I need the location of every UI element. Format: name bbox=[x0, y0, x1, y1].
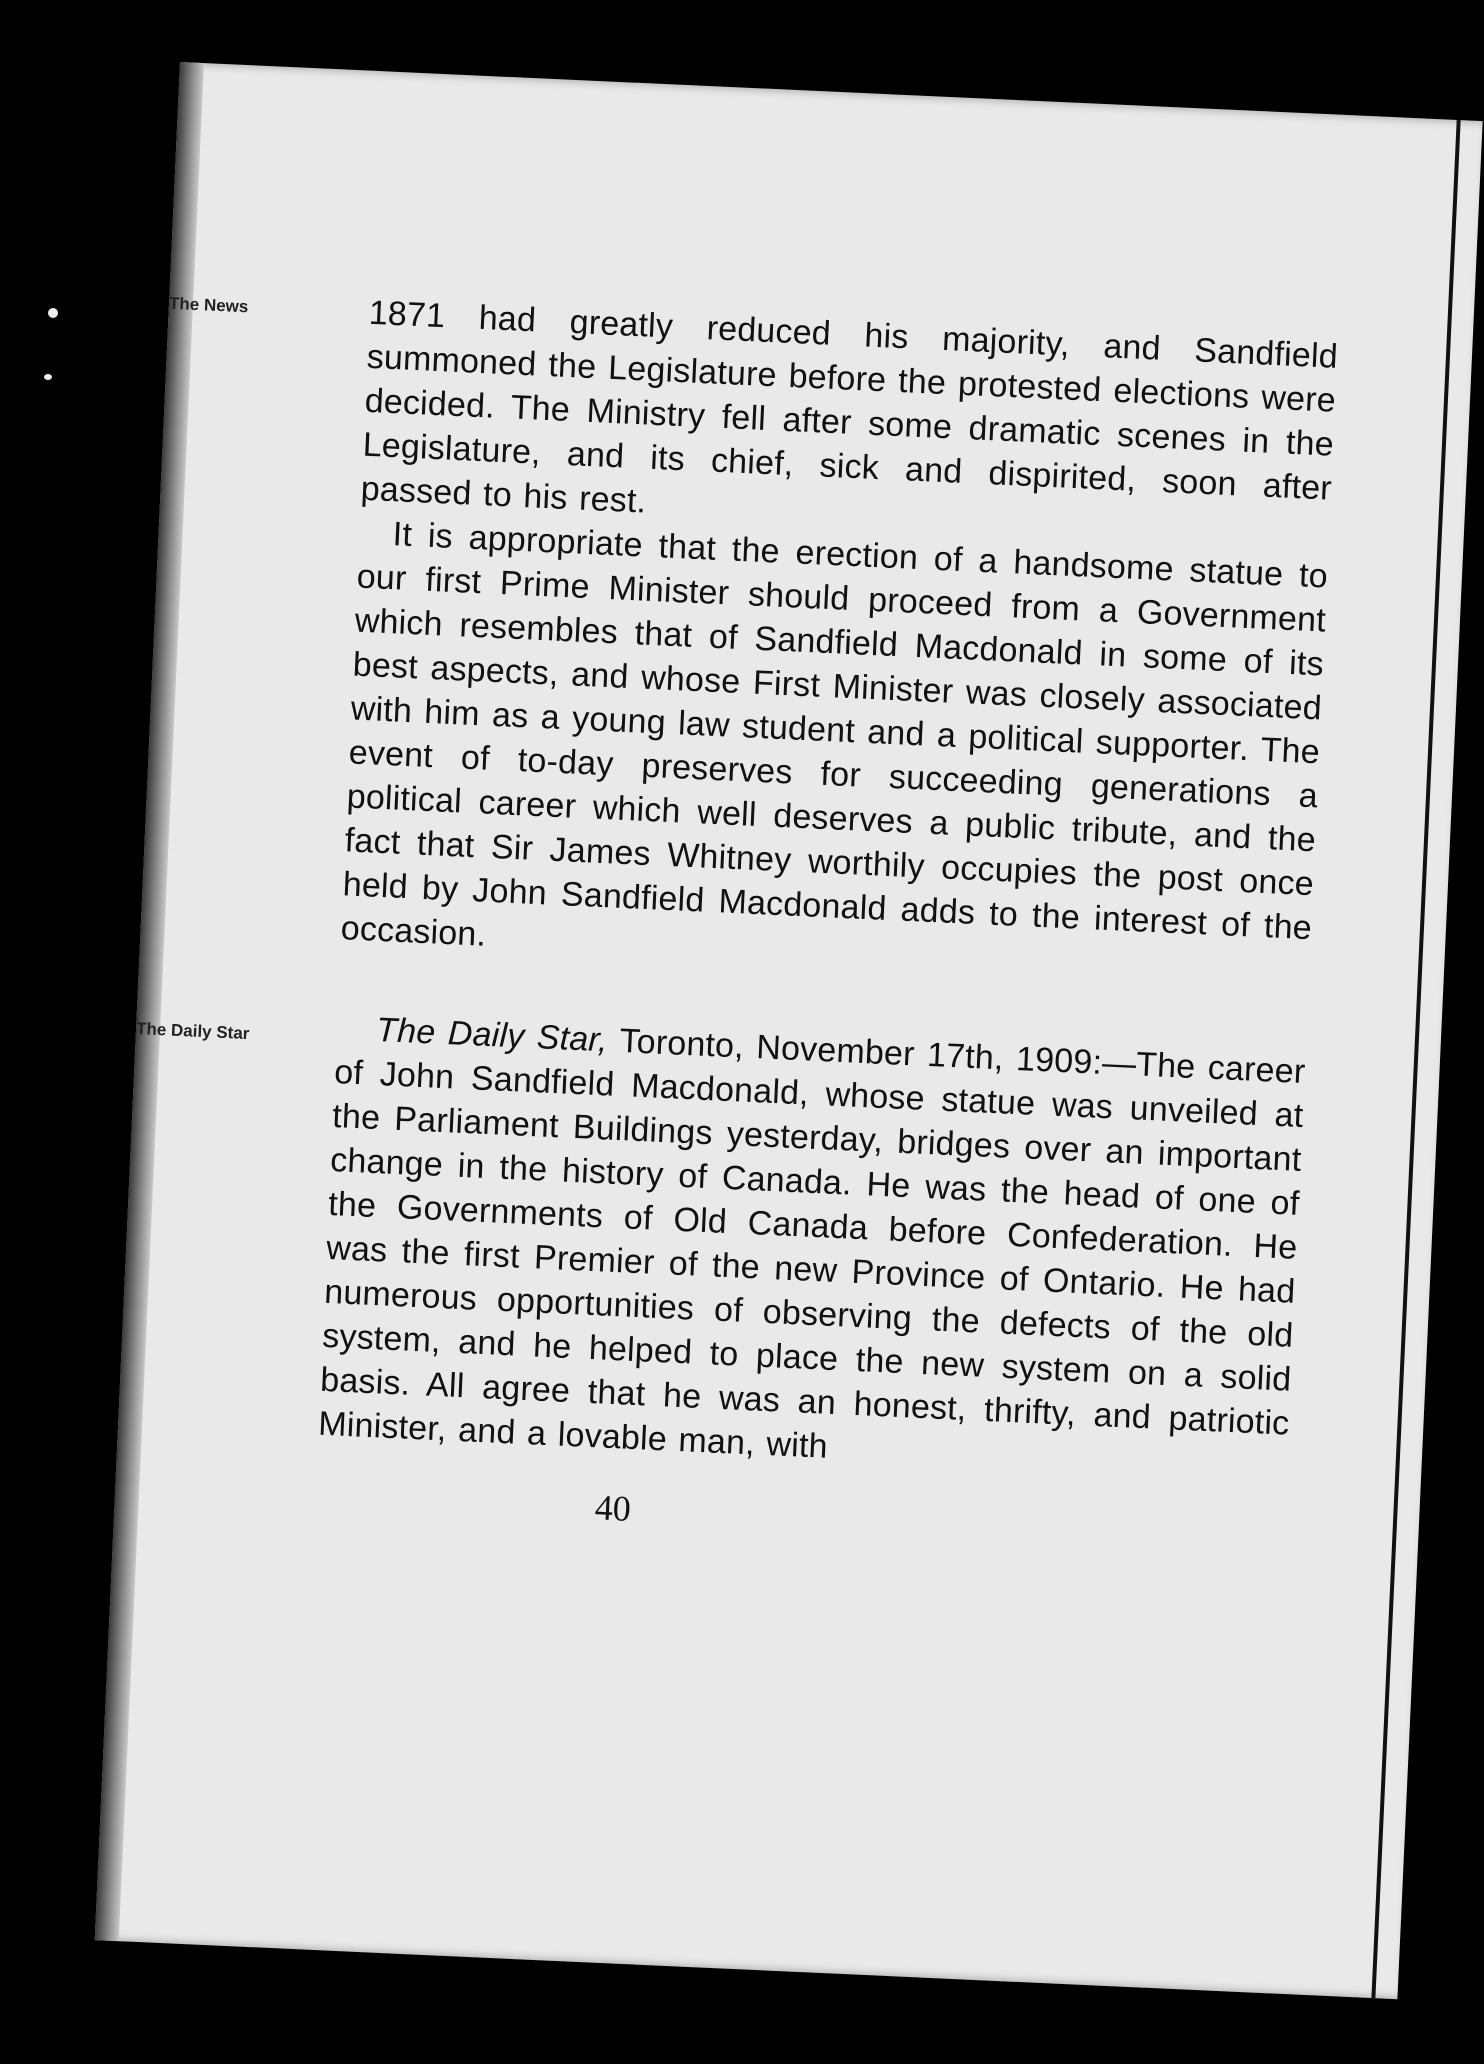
book-spine bbox=[95, 62, 204, 1941]
page-edge bbox=[1371, 120, 1460, 1998]
section-the-daily-star bbox=[135, 1003, 1307, 1489]
paragraph bbox=[257, 1003, 1306, 1489]
newspaper-title: The Daily Star, bbox=[375, 1010, 609, 1060]
dust-speck bbox=[44, 374, 52, 380]
section-the-news bbox=[168, 288, 1339, 994]
margin-label-the-news: The News bbox=[168, 293, 249, 317]
page-number: 40 bbox=[593, 1487, 632, 1529]
page-content bbox=[135, 288, 1339, 1490]
paragraph-text: Toronto, November 17th, 1909:—The career of John Sandfield Macdonald, whose statue was unveiled at the Parliament Buildings yesterday, bridges over an important change in the history of Canada. He was the head of one of the Governments of Old Canada before Confederation. He was the first Premier of the new Province of Ontario. He had numerous opportunities of observing the defects of the old system, and he helped to place the new system on a solid basis. All agree that he was an honest, thrifty, and patriotic Minister, and a lovable man, with bbox=[317, 1021, 1307, 1466]
book-page bbox=[95, 62, 1483, 1999]
paragraph: 1871 had greatly reduced his majority, and Sandfield summoned the Legislature before the protested elections were decided. The Ministry fell after some dramatic scenes in the Legislature, and its chief, sick and dispirited, soon after passed to his rest. bbox=[359, 293, 1339, 521]
paragraph: It is appropriate that the erection of a handsome statue to our first Prime Minister should proceed from a Government which resembles that of Sandfield Macdonald in some of its best aspects, and whose First Minister was closely associated with him as a young law student and a political supporter. The event of to-day preserves for succeeding generations a political career which well deserves a public tribute, and the fact that Sir James Whitney worthily occupies the post once held by John Sandfield Macdonald adds to the interest of the occasion. bbox=[340, 515, 1329, 954]
dust-speck bbox=[48, 308, 58, 318]
margin-label-the-daily-star: The Daily Star bbox=[135, 1019, 250, 1044]
